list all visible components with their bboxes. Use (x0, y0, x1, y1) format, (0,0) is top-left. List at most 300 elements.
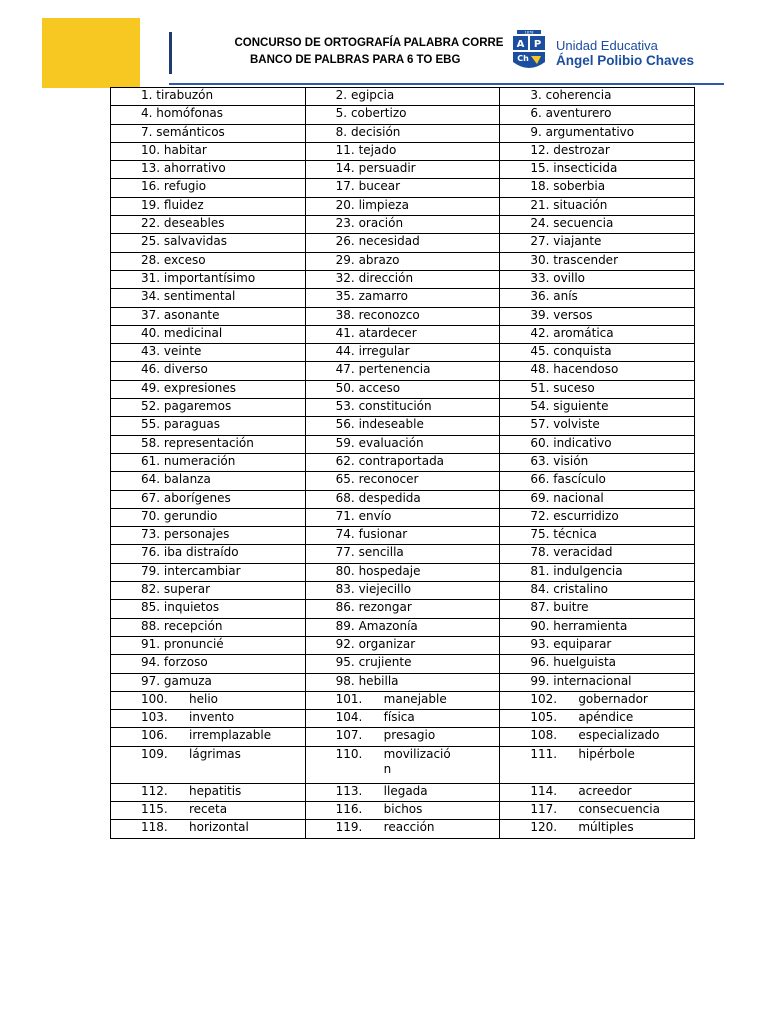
word-cell (500, 691, 695, 709)
word-number: 83. (335, 582, 355, 597)
word-number: 60. (530, 435, 550, 450)
word-text: sencilla (358, 545, 404, 560)
svg-text:1878: 1878 (524, 30, 534, 35)
word-cell (305, 161, 500, 179)
word-cell (500, 142, 695, 160)
word-cell (111, 399, 306, 417)
word-text: intercambiar (163, 563, 241, 578)
word-cell (500, 124, 695, 142)
svg-text:Ch: Ch (517, 54, 529, 63)
word-text: fascículo (553, 472, 606, 487)
table-row (111, 216, 695, 234)
word-cell (500, 728, 695, 746)
word-cell (500, 636, 695, 654)
word-cell (111, 820, 306, 838)
school-logo-icon (511, 30, 547, 72)
word-cell (111, 179, 306, 197)
table-row (111, 417, 695, 435)
word-text: hospedaje (358, 563, 421, 578)
word-number: 119. (335, 820, 363, 835)
word-number: 27. (530, 234, 550, 249)
word-cell (305, 490, 500, 508)
word-cell (111, 142, 306, 160)
word-text: tirabuzón (156, 88, 214, 102)
word-number: 7. (141, 124, 153, 139)
table-row (111, 673, 695, 691)
word-number: 12. (530, 142, 550, 157)
document-title (230, 35, 508, 69)
school-name (556, 38, 694, 68)
word-text: representación (163, 435, 254, 450)
word-text: helio (189, 691, 218, 706)
word-cell (305, 508, 500, 526)
school-name-line-2: Ángel Polibio Chaves (556, 53, 695, 68)
table-row (111, 618, 695, 636)
word-cell (500, 655, 695, 673)
word-cell (500, 399, 695, 417)
word-number: 61. (141, 453, 161, 468)
word-text: indeseable (358, 417, 424, 432)
word-cell (111, 307, 306, 325)
word-cell (500, 801, 695, 819)
word-number: 87. (530, 600, 550, 615)
word-text: homófonas (156, 106, 224, 121)
word-number: 59. (335, 435, 355, 450)
word-number: 68. (335, 490, 355, 505)
word-cell (111, 673, 306, 691)
word-text: inquietos (163, 600, 220, 615)
table-row (111, 710, 695, 728)
word-number: 117. (530, 801, 558, 816)
table-row (111, 124, 695, 142)
word-text: lágrimas (189, 746, 241, 761)
word-cell (111, 600, 306, 618)
word-text: gamuza (163, 673, 212, 688)
word-text: consecuencia (578, 801, 660, 816)
table-row (111, 563, 695, 581)
word-number: 44. (335, 344, 355, 359)
table-row (111, 820, 695, 838)
word-cell (305, 453, 500, 471)
word-text: atardecer (358, 325, 417, 340)
word-text: veinte (163, 344, 202, 359)
word-text: tejado (358, 142, 397, 157)
word-cell (111, 691, 306, 709)
word-text: llegada (383, 783, 428, 798)
word-text: superar (163, 582, 210, 597)
word-number: 16. (141, 179, 161, 194)
word-text: técnica (553, 527, 597, 542)
word-cell (500, 783, 695, 801)
word-number: 51. (530, 380, 550, 395)
word-number: 21. (530, 197, 550, 212)
word-text: sentimental (163, 289, 236, 304)
word-number: 4. (141, 106, 153, 121)
svg-text:P: P (533, 39, 542, 50)
word-text: coherencia (545, 88, 612, 102)
word-number: 6. (530, 106, 542, 121)
word-cell (305, 618, 500, 636)
word-number: 90. (530, 618, 550, 633)
word-text: fusionar (358, 527, 408, 542)
table-row (111, 197, 695, 215)
word-number: 88. (141, 618, 161, 633)
word-cell (305, 252, 500, 270)
word-cell (500, 252, 695, 270)
word-text: receta (189, 801, 228, 816)
word-text: horizontal (189, 820, 249, 835)
word-number: 18. (530, 179, 550, 194)
word-cell (500, 490, 695, 508)
word-cell (111, 344, 306, 362)
word-text: constitución (358, 399, 432, 414)
word-number: 82. (141, 582, 161, 597)
word-number: 79. (141, 563, 161, 578)
table-row (111, 325, 695, 343)
word-number: 37. (141, 307, 161, 322)
word-text: semánticos (156, 124, 225, 139)
title-line-1: CONCURSO DE ORTOGRAFÍA PALABRA CORRE (234, 37, 504, 49)
word-number: 98. (335, 673, 355, 688)
word-cell (305, 88, 500, 106)
table-row (111, 179, 695, 197)
word-text: paraguas (163, 417, 221, 432)
word-number: 95. (335, 655, 355, 670)
word-text: aventurero (545, 106, 612, 121)
word-number: 115. (141, 801, 168, 816)
word-text: pertenencia (358, 362, 431, 377)
table-row (111, 490, 695, 508)
word-text: invento (189, 710, 235, 725)
word-number: 39. (530, 307, 550, 322)
word-text: bichos (383, 801, 423, 816)
word-text: insecticida (553, 161, 618, 176)
word-number: 84. (530, 582, 550, 597)
word-number: 34. (141, 289, 161, 304)
word-text: decisión (350, 124, 401, 139)
word-number: 78. (530, 545, 550, 560)
word-number: 45. (530, 344, 550, 359)
word-text: balanza (163, 472, 211, 487)
word-text: movilizació n (383, 746, 451, 776)
word-cell (111, 325, 306, 343)
word-number: 48. (530, 362, 550, 377)
word-cell (500, 820, 695, 838)
word-number: 93. (530, 636, 550, 651)
word-cell (111, 490, 306, 508)
word-cell (111, 746, 306, 783)
word-number: 67. (141, 490, 161, 505)
word-cell (111, 728, 306, 746)
word-number: 33. (530, 270, 550, 285)
table-row (111, 344, 695, 362)
word-cell (111, 801, 306, 819)
table-row (111, 582, 695, 600)
word-text: manejable (383, 691, 447, 706)
word-cell (111, 472, 306, 490)
word-text: múltiples (578, 820, 634, 835)
word-number: 47. (335, 362, 355, 377)
word-text: importantísimo (163, 270, 256, 285)
word-text: pronuncié (163, 636, 224, 651)
word-number: 28. (141, 252, 161, 267)
word-number: 120. (530, 820, 558, 835)
word-text: deseables (163, 216, 225, 231)
word-number: 116. (335, 801, 363, 816)
word-number: 22. (141, 216, 161, 231)
word-text: hepatitis (189, 783, 242, 798)
word-number: 5. (335, 106, 348, 121)
word-text: diverso (163, 362, 208, 377)
word-number: 118. (141, 820, 168, 835)
word-number: 8. (335, 124, 348, 139)
word-number: 57. (530, 417, 550, 432)
word-number: 31. (141, 270, 161, 285)
table-row (111, 252, 695, 270)
word-text: persuadir (358, 161, 416, 176)
word-number: 73. (141, 527, 161, 542)
word-text: física (383, 710, 415, 725)
word-text: personajes (163, 527, 230, 542)
word-number: 24. (530, 216, 550, 231)
word-cell (305, 783, 500, 801)
word-cell (500, 325, 695, 343)
word-number: 94. (141, 655, 161, 670)
word-number: 30. (530, 252, 550, 267)
word-cell (111, 124, 306, 142)
word-cell (305, 673, 500, 691)
word-text: asonante (163, 307, 220, 322)
word-text: hebilla (358, 673, 399, 688)
word-text: contraportada (358, 453, 445, 468)
word-cell (111, 362, 306, 380)
word-cell (111, 655, 306, 673)
word-text: zamarro (358, 289, 409, 304)
table-row (111, 636, 695, 654)
word-text: gobernador (578, 691, 648, 706)
word-number: 97. (141, 673, 161, 688)
word-number: 3. (530, 88, 542, 102)
table-row (111, 106, 695, 124)
word-number: 9. (530, 124, 542, 139)
word-text: soberbia (553, 179, 606, 194)
word-text: destrozar (553, 142, 610, 157)
word-number: 56. (335, 417, 355, 432)
word-cell (500, 673, 695, 691)
word-cell (305, 307, 500, 325)
word-text: viajante (553, 234, 602, 249)
word-number: 52. (141, 399, 161, 414)
word-text: indicativo (553, 435, 612, 450)
word-number: 65. (335, 472, 355, 487)
word-cell (111, 563, 306, 581)
word-number: 35. (335, 289, 355, 304)
word-text: crujiente (358, 655, 412, 670)
word-number: 99. (530, 673, 550, 688)
word-text: hacendoso (553, 362, 619, 377)
word-number: 86. (335, 600, 355, 615)
word-text: rezongar (358, 600, 412, 615)
word-cell (500, 197, 695, 215)
word-cell (305, 124, 500, 142)
word-number: 23. (335, 216, 355, 231)
word-text: necesidad (358, 234, 420, 249)
word-cell (111, 636, 306, 654)
word-text: cristalino (553, 582, 609, 597)
word-number: 113. (335, 783, 363, 798)
word-cell (305, 179, 500, 197)
word-number: 66. (530, 472, 550, 487)
word-number: 1. (141, 88, 153, 102)
table-row (111, 234, 695, 252)
word-text: cobertizo (350, 106, 407, 121)
word-text: irremplazable (189, 728, 272, 743)
word-number: 104. (335, 710, 363, 725)
word-text: abrazo (358, 252, 400, 267)
table-row (111, 380, 695, 398)
word-text: reconocer (358, 472, 419, 487)
table-row (111, 472, 695, 490)
table-row (111, 545, 695, 563)
table-row (111, 728, 695, 746)
word-cell (500, 508, 695, 526)
word-number: 13. (141, 161, 161, 176)
word-cell (305, 728, 500, 746)
word-text: irregular (358, 344, 410, 359)
word-cell (111, 527, 306, 545)
word-cell (111, 252, 306, 270)
table-row (111, 88, 695, 106)
word-cell (500, 362, 695, 380)
word-number: 43. (141, 344, 161, 359)
word-number: 14. (335, 161, 355, 176)
table-row (111, 527, 695, 545)
word-text: limpieza (358, 197, 409, 212)
word-cell (111, 197, 306, 215)
word-cell (500, 216, 695, 234)
title-line-2: BANCO DE PALBRAS PARA 6 TO EBG (250, 54, 461, 66)
word-cell (305, 344, 500, 362)
word-text: forzoso (163, 655, 208, 670)
word-text: argumentativo (545, 124, 635, 139)
word-text: despedida (358, 490, 421, 505)
word-text: herramienta (553, 618, 628, 633)
word-text: Amazonía (358, 618, 418, 633)
word-number: 26. (335, 234, 355, 249)
word-number: 54. (530, 399, 550, 414)
header-divider (169, 32, 172, 74)
word-number: 105. (530, 710, 558, 725)
word-text: ahorrativo (163, 161, 226, 176)
word-number: 106. (141, 728, 168, 743)
word-text: conquista (553, 344, 612, 359)
word-text: reacción (383, 820, 435, 835)
word-text: egipcia (350, 88, 395, 102)
word-text: veracidad (553, 545, 613, 560)
word-text: anís (553, 289, 578, 304)
word-cell (305, 801, 500, 819)
word-number: 92. (335, 636, 355, 651)
table-row (111, 307, 695, 325)
word-number: 17. (335, 179, 355, 194)
word-cell (111, 106, 306, 124)
word-cell (111, 161, 306, 179)
word-cell (500, 545, 695, 563)
table-row (111, 691, 695, 709)
table-row (111, 270, 695, 288)
table-row (111, 435, 695, 453)
word-number: 112. (141, 783, 168, 798)
table-row (111, 655, 695, 673)
school-name-line-1: Unidad Educativa (556, 38, 658, 53)
word-text: visión (553, 453, 589, 468)
word-cell (500, 563, 695, 581)
word-cell (111, 380, 306, 398)
word-number: 25. (141, 234, 161, 249)
word-number: 75. (530, 527, 550, 542)
word-number: 15. (530, 161, 550, 176)
word-text: fluidez (163, 197, 204, 212)
word-cell (500, 417, 695, 435)
word-cell (500, 618, 695, 636)
word-cell (305, 527, 500, 545)
word-number: 50. (335, 380, 355, 395)
word-text: iba distraído (163, 545, 239, 560)
word-number: 71. (335, 508, 355, 523)
word-text: nacional (553, 490, 604, 505)
word-text: refugio (163, 179, 207, 194)
word-text: secuencia (553, 216, 614, 231)
word-cell (305, 636, 500, 654)
word-text: bucear (358, 179, 401, 194)
word-cell (305, 289, 500, 307)
word-number: 70. (141, 508, 161, 523)
word-cell (500, 710, 695, 728)
word-number: 108. (530, 728, 558, 743)
table-row (111, 783, 695, 801)
word-number: 49. (141, 380, 161, 395)
word-cell (500, 161, 695, 179)
word-cell (111, 435, 306, 453)
word-text: apéndice (578, 710, 634, 725)
table-row (111, 453, 695, 471)
word-cell (305, 746, 500, 783)
word-number: 53. (335, 399, 355, 414)
word-cell (305, 691, 500, 709)
word-text: reconozco (358, 307, 420, 322)
word-cell (305, 435, 500, 453)
word-cell (305, 710, 500, 728)
word-text: organizar (358, 636, 416, 651)
word-number: 101. (335, 691, 363, 706)
word-cell (305, 216, 500, 234)
table-row (111, 801, 695, 819)
word-cell (305, 655, 500, 673)
word-text: evaluación (358, 435, 424, 450)
word-text: aborígenes (163, 490, 231, 505)
word-number: 58. (141, 435, 161, 450)
word-number: 100. (141, 691, 168, 706)
word-text: presagio (383, 728, 436, 743)
word-text: situación (553, 197, 608, 212)
word-text: trascender (553, 252, 618, 267)
word-cell (111, 710, 306, 728)
word-text: suceso (553, 380, 595, 395)
word-cell (111, 234, 306, 252)
word-text: escurridizo (553, 508, 619, 523)
table-row (111, 600, 695, 618)
word-number: 11. (335, 142, 355, 157)
